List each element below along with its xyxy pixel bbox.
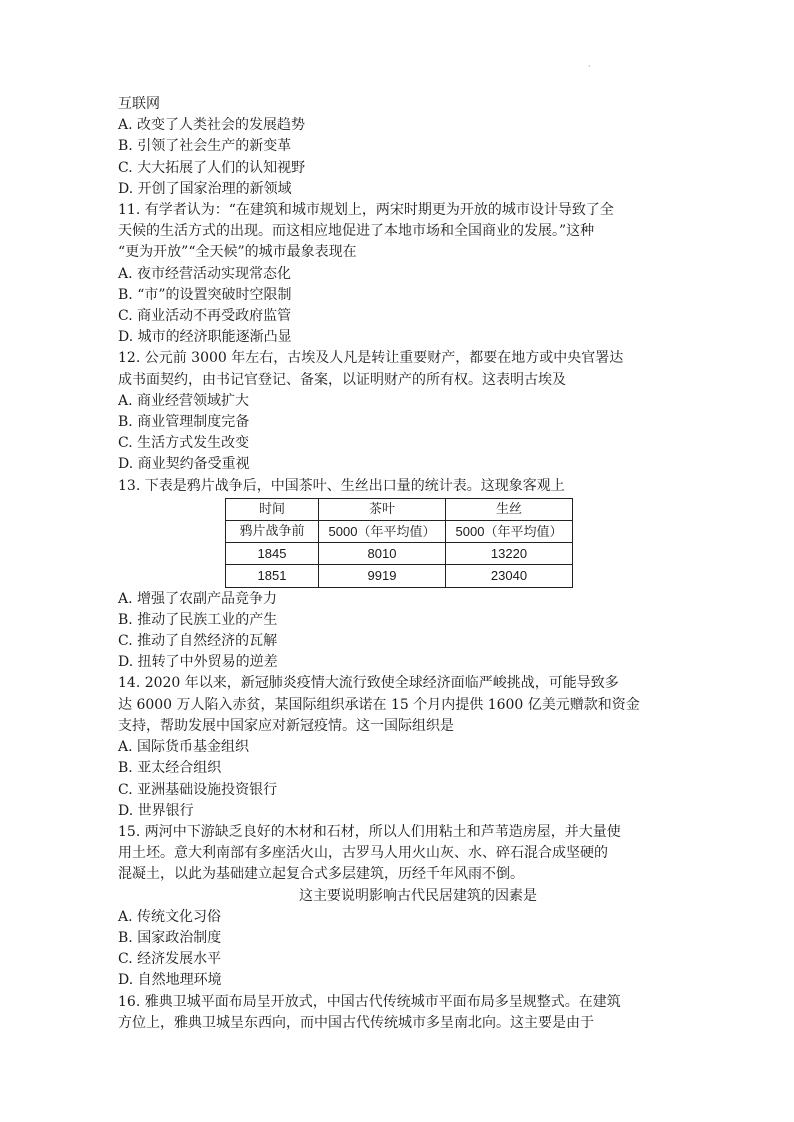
q12-option-c: C. 生活方式发生改变 <box>118 435 250 452</box>
page-mark: · <box>588 62 591 71</box>
table-cell: 5000（年平均值） <box>446 521 573 543</box>
q11-option-b: B. “市”的设置突破时空限制 <box>118 286 292 303</box>
q15-option-a: A. 传统文化习俗 <box>118 908 222 925</box>
table-header-cell: 茶叶 <box>319 498 446 520</box>
prev-question-stem-tail: 互联网 <box>118 96 160 112</box>
q14-stem-line-1: 14. 2020 年以来，新冠肺炎疫情大流行致使全球经济面临严峻挑战，可能导致多 <box>118 675 619 692</box>
q12-stem-line-2: 成书面契约，由书记官登记、备案，以证明财产的所有权。这表明古埃及 <box>118 371 566 388</box>
q14-option-d: D. 世界银行 <box>118 802 194 819</box>
table-cell: 23040 <box>446 565 573 587</box>
q15-option-c: C. 经济发展水平 <box>118 951 222 968</box>
q15-option-d: D. 自然地理环境 <box>118 972 222 989</box>
q11-option-d: D. 城市的经济职能逐渐凸显 <box>118 329 292 346</box>
q15-stem-line-3: 混凝土，以此为基础建立起复合式多层建筑，历经千年风雨不倒。 <box>118 866 524 883</box>
q14-option-b: B. 亚太经合组织 <box>118 760 222 777</box>
table-header-cell: 生丝 <box>446 498 573 520</box>
prev-question-option-c: C. 大大拓展了人们的认知视野 <box>118 159 306 176</box>
prev-question-option-b: B. 引领了社会生产的新变革 <box>118 138 292 155</box>
prev-question-option-a: A. 改变了人类社会的发展趋势 <box>118 117 306 134</box>
q14-option-a: A. 国际货币基金组织 <box>118 739 250 756</box>
table-cell: 13220 <box>446 543 573 565</box>
q12-option-d: D. 商业契约备受重视 <box>118 456 250 473</box>
q14-option-c: C. 亚洲基础设施投资银行 <box>118 781 278 798</box>
q11-stem-line-3: “更为开放”“全天候”的城市最象表现在 <box>118 244 357 261</box>
q12-option-b: B. 商业管理制度完备 <box>118 414 250 431</box>
q15-stem-centered-line: 这主要说明影响古代民居建筑的因素是 <box>299 887 537 904</box>
prev-question-option-d: D. 开创了国家治理的新领域 <box>118 180 292 197</box>
q14-stem-line-2: 达 6000 万人陷入赤贫，某国际组织承诺在 15 个月内提供 1600 亿美元赠款和资金 <box>118 696 640 713</box>
q16-stem-line-1: 16. 雅典卫城平面布局呈开放式，中国古代传统城市平面布局多呈规整式。在建筑 <box>118 993 621 1010</box>
exam-content <box>118 94 678 1034</box>
table-header-cell: 时间 <box>226 498 319 520</box>
table-cell: 鸦片战争前 <box>226 521 319 543</box>
q11-option-c: C. 商业活动不再受政府监管 <box>118 308 292 325</box>
q13-option-d: D. 扭转了中外贸易的逆差 <box>118 654 278 671</box>
table-row <box>226 543 573 565</box>
q12-stem-line-1: 12. 公元前 3000 年左右，古埃及人凡是转让重要财产，都要在地方或中央官署达 <box>118 350 624 367</box>
q15-stem-line-1: 15. 两河中下游缺乏良好的木材和石材，所以人们用粘土和芦苇造房屋，并大量使 <box>118 823 621 840</box>
q13-option-b: B. 推动了民族工业的产生 <box>118 611 278 628</box>
q13-option-a: A. 增强了农副产品竞争力 <box>118 590 278 607</box>
table-cell: 8010 <box>319 543 446 565</box>
table-row <box>226 565 573 587</box>
q16-stem-line-2: 方位上，雅典卫城呈东西向，而中国古代传统城市多呈南北向。这主要是由于 <box>118 1014 594 1031</box>
q13-stem-line-1: 13. 下表是鸦片战争后，中国茶叶、生丝出口量的统计表。这现象客观上 <box>118 477 565 494</box>
table-cell: 5000（年平均值） <box>319 521 446 543</box>
export-statistics-table <box>225 498 573 588</box>
q13-option-c: C. 推动了自然经济的瓦解 <box>118 633 278 650</box>
q11-option-a: A. 夜市经营活动实现常态化 <box>118 265 292 282</box>
q11-stem-line-2: 天候的生活方式的出现。而这相应地促进了本地市场和全国商业的发展。”这种 <box>118 223 595 240</box>
table-row <box>226 521 573 543</box>
table-cell: 1845 <box>226 543 319 565</box>
q12-option-a: A. 商业经营领域扩大 <box>118 392 250 409</box>
q11-stem-line-1: 11. 有学者认为：“在建筑和城市规划上，两宋时期更为开放的城市设计导致了全 <box>118 202 614 219</box>
q15-stem-line-2: 用土坯。意大利南部有多座活火山，古罗马人用火山灰、水、碎石混合成坚硬的 <box>118 845 608 862</box>
q15-option-b: B. 国家政治制度 <box>118 929 222 946</box>
q14-stem-line-3: 支持，帮助发展中国家应对新冠疫情。这一国际组织是 <box>118 717 454 734</box>
table-header-row <box>226 498 573 520</box>
table-cell: 1851 <box>226 565 319 587</box>
table-cell: 9919 <box>319 565 446 587</box>
